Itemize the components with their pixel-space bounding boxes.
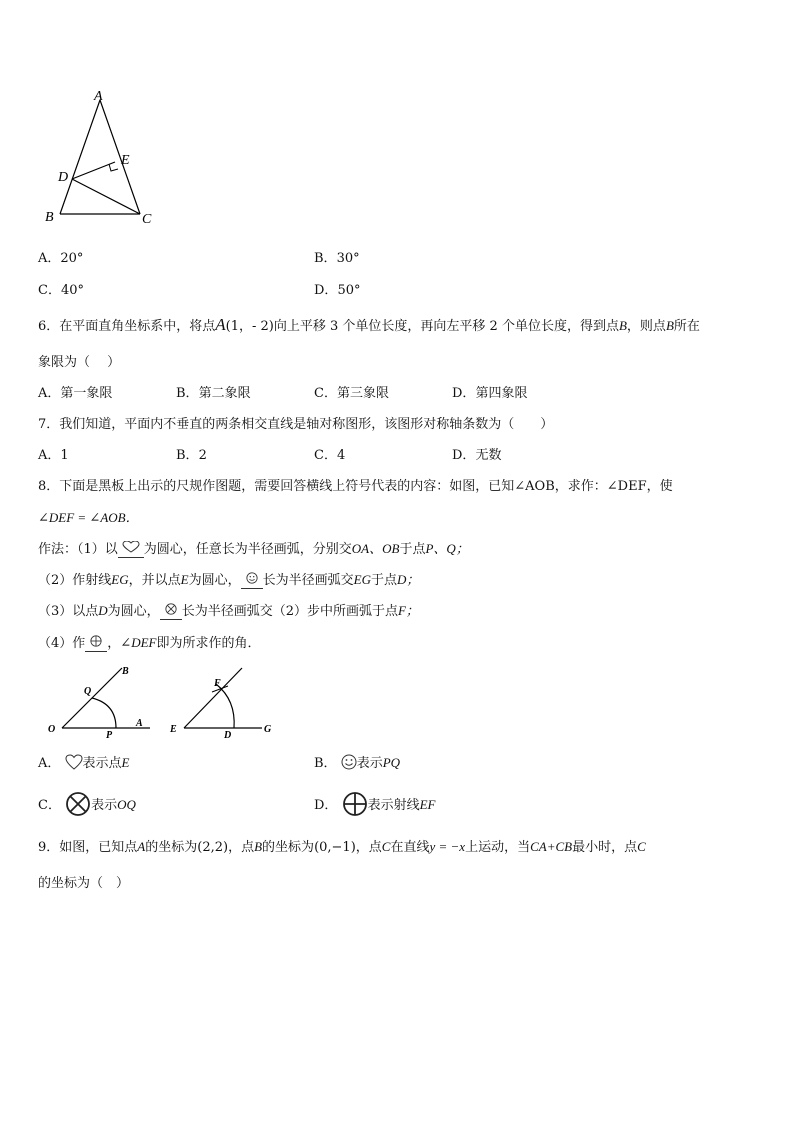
label-Q: Q bbox=[84, 686, 92, 697]
q6-option-b: B．第二象限 bbox=[176, 386, 251, 401]
q8-option-b: B． 表示PQ bbox=[314, 755, 401, 771]
label-A: A bbox=[94, 89, 103, 104]
q8-option-a: A． 表示点E bbox=[38, 755, 130, 771]
label-E: E bbox=[170, 724, 177, 735]
q5-option-b: B．30° bbox=[314, 251, 360, 266]
q7-option-d: D．无数 bbox=[452, 448, 502, 463]
q8-step4: （4）作 ，∠DEF即为所求作的角． bbox=[38, 635, 261, 651]
q5-option-c: C．40° bbox=[38, 283, 84, 298]
label-D: D bbox=[224, 730, 232, 740]
label-C: C bbox=[142, 212, 152, 227]
label-B: B bbox=[45, 210, 54, 225]
q8-option-c: C． 表示OQ bbox=[38, 792, 136, 816]
circled-times-icon bbox=[160, 603, 182, 620]
q7-option-c: C．4 bbox=[314, 448, 346, 463]
label-G: G bbox=[264, 724, 272, 735]
label-D: D bbox=[58, 170, 69, 185]
q6-option-c: C．第三象限 bbox=[314, 386, 389, 401]
q8-step2: （2）作射线EG，并以点E为圆心， 长为半径画弧交EG于点D； bbox=[38, 572, 420, 588]
q8-stem-line2: ∠DEF = ∠AOB． bbox=[38, 510, 139, 525]
triangle-figure bbox=[40, 88, 170, 228]
label-P: P bbox=[106, 730, 113, 740]
heart-icon bbox=[65, 754, 83, 770]
q6-stem-line1: 6．在平面直角坐标系中，将点A(1，- 2)向上平移 3 个单位长度，再向左平移 2 个单位长度，得到点B，则点B所在 bbox=[38, 315, 700, 334]
circled-plus-icon bbox=[342, 792, 368, 816]
q5-option-a: A．20° bbox=[38, 251, 84, 266]
label-A: A bbox=[136, 718, 143, 729]
smiley-icon bbox=[341, 754, 357, 770]
q8-step1: 作法：（1）以 为圆心，任意长为半径画弧，分别交OA、OB于点P、Q； bbox=[38, 541, 469, 557]
label-O: O bbox=[48, 724, 56, 735]
q7-option-b: B．2 bbox=[176, 448, 207, 463]
q9-stem-line2: 的坐标为（ ） bbox=[38, 876, 130, 891]
circled-plus-icon bbox=[85, 635, 107, 652]
angle-def-figure bbox=[166, 660, 286, 740]
q8-option-d: D． 表示射线EF bbox=[314, 792, 435, 816]
q6-option-a: A．第一象限 bbox=[38, 386, 113, 401]
label-E: E bbox=[121, 153, 130, 168]
q5-option-d: D．50° bbox=[314, 283, 361, 298]
q7-option-a: A．1 bbox=[38, 448, 69, 463]
q7-stem: 7．我们知道，平面内不垂直的两条相交直线是轴对称图形，该图形对称轴条数为（ ） bbox=[38, 417, 554, 432]
q8-stem-line1: 8．下面是黑板上出示的尺规作图题，需要回答横线上符号代表的内容：如图，已知∠AOB，求作：∠DEF，使 bbox=[38, 479, 673, 494]
heart-icon bbox=[118, 541, 144, 558]
q6-option-d: D．第四象限 bbox=[452, 386, 528, 401]
q8-step3: （3）以点D为圆心， 长为半径画弧交（2）步中所画弧于点F； bbox=[38, 603, 419, 619]
angle-aob-figure bbox=[40, 660, 160, 740]
q9-stem-line1: 9．如图，已知点A的坐标为(2,2)，点B的坐标为(0,−1)，点C在直线y = −x上运动，当CA+CB最小时，点C bbox=[38, 839, 646, 855]
circled-times-icon bbox=[65, 792, 91, 816]
q6-stem-line2: 象限为（ ） bbox=[38, 355, 121, 370]
label-F: F bbox=[214, 678, 221, 689]
smiley-icon bbox=[241, 572, 263, 589]
label-B: B bbox=[122, 666, 129, 677]
